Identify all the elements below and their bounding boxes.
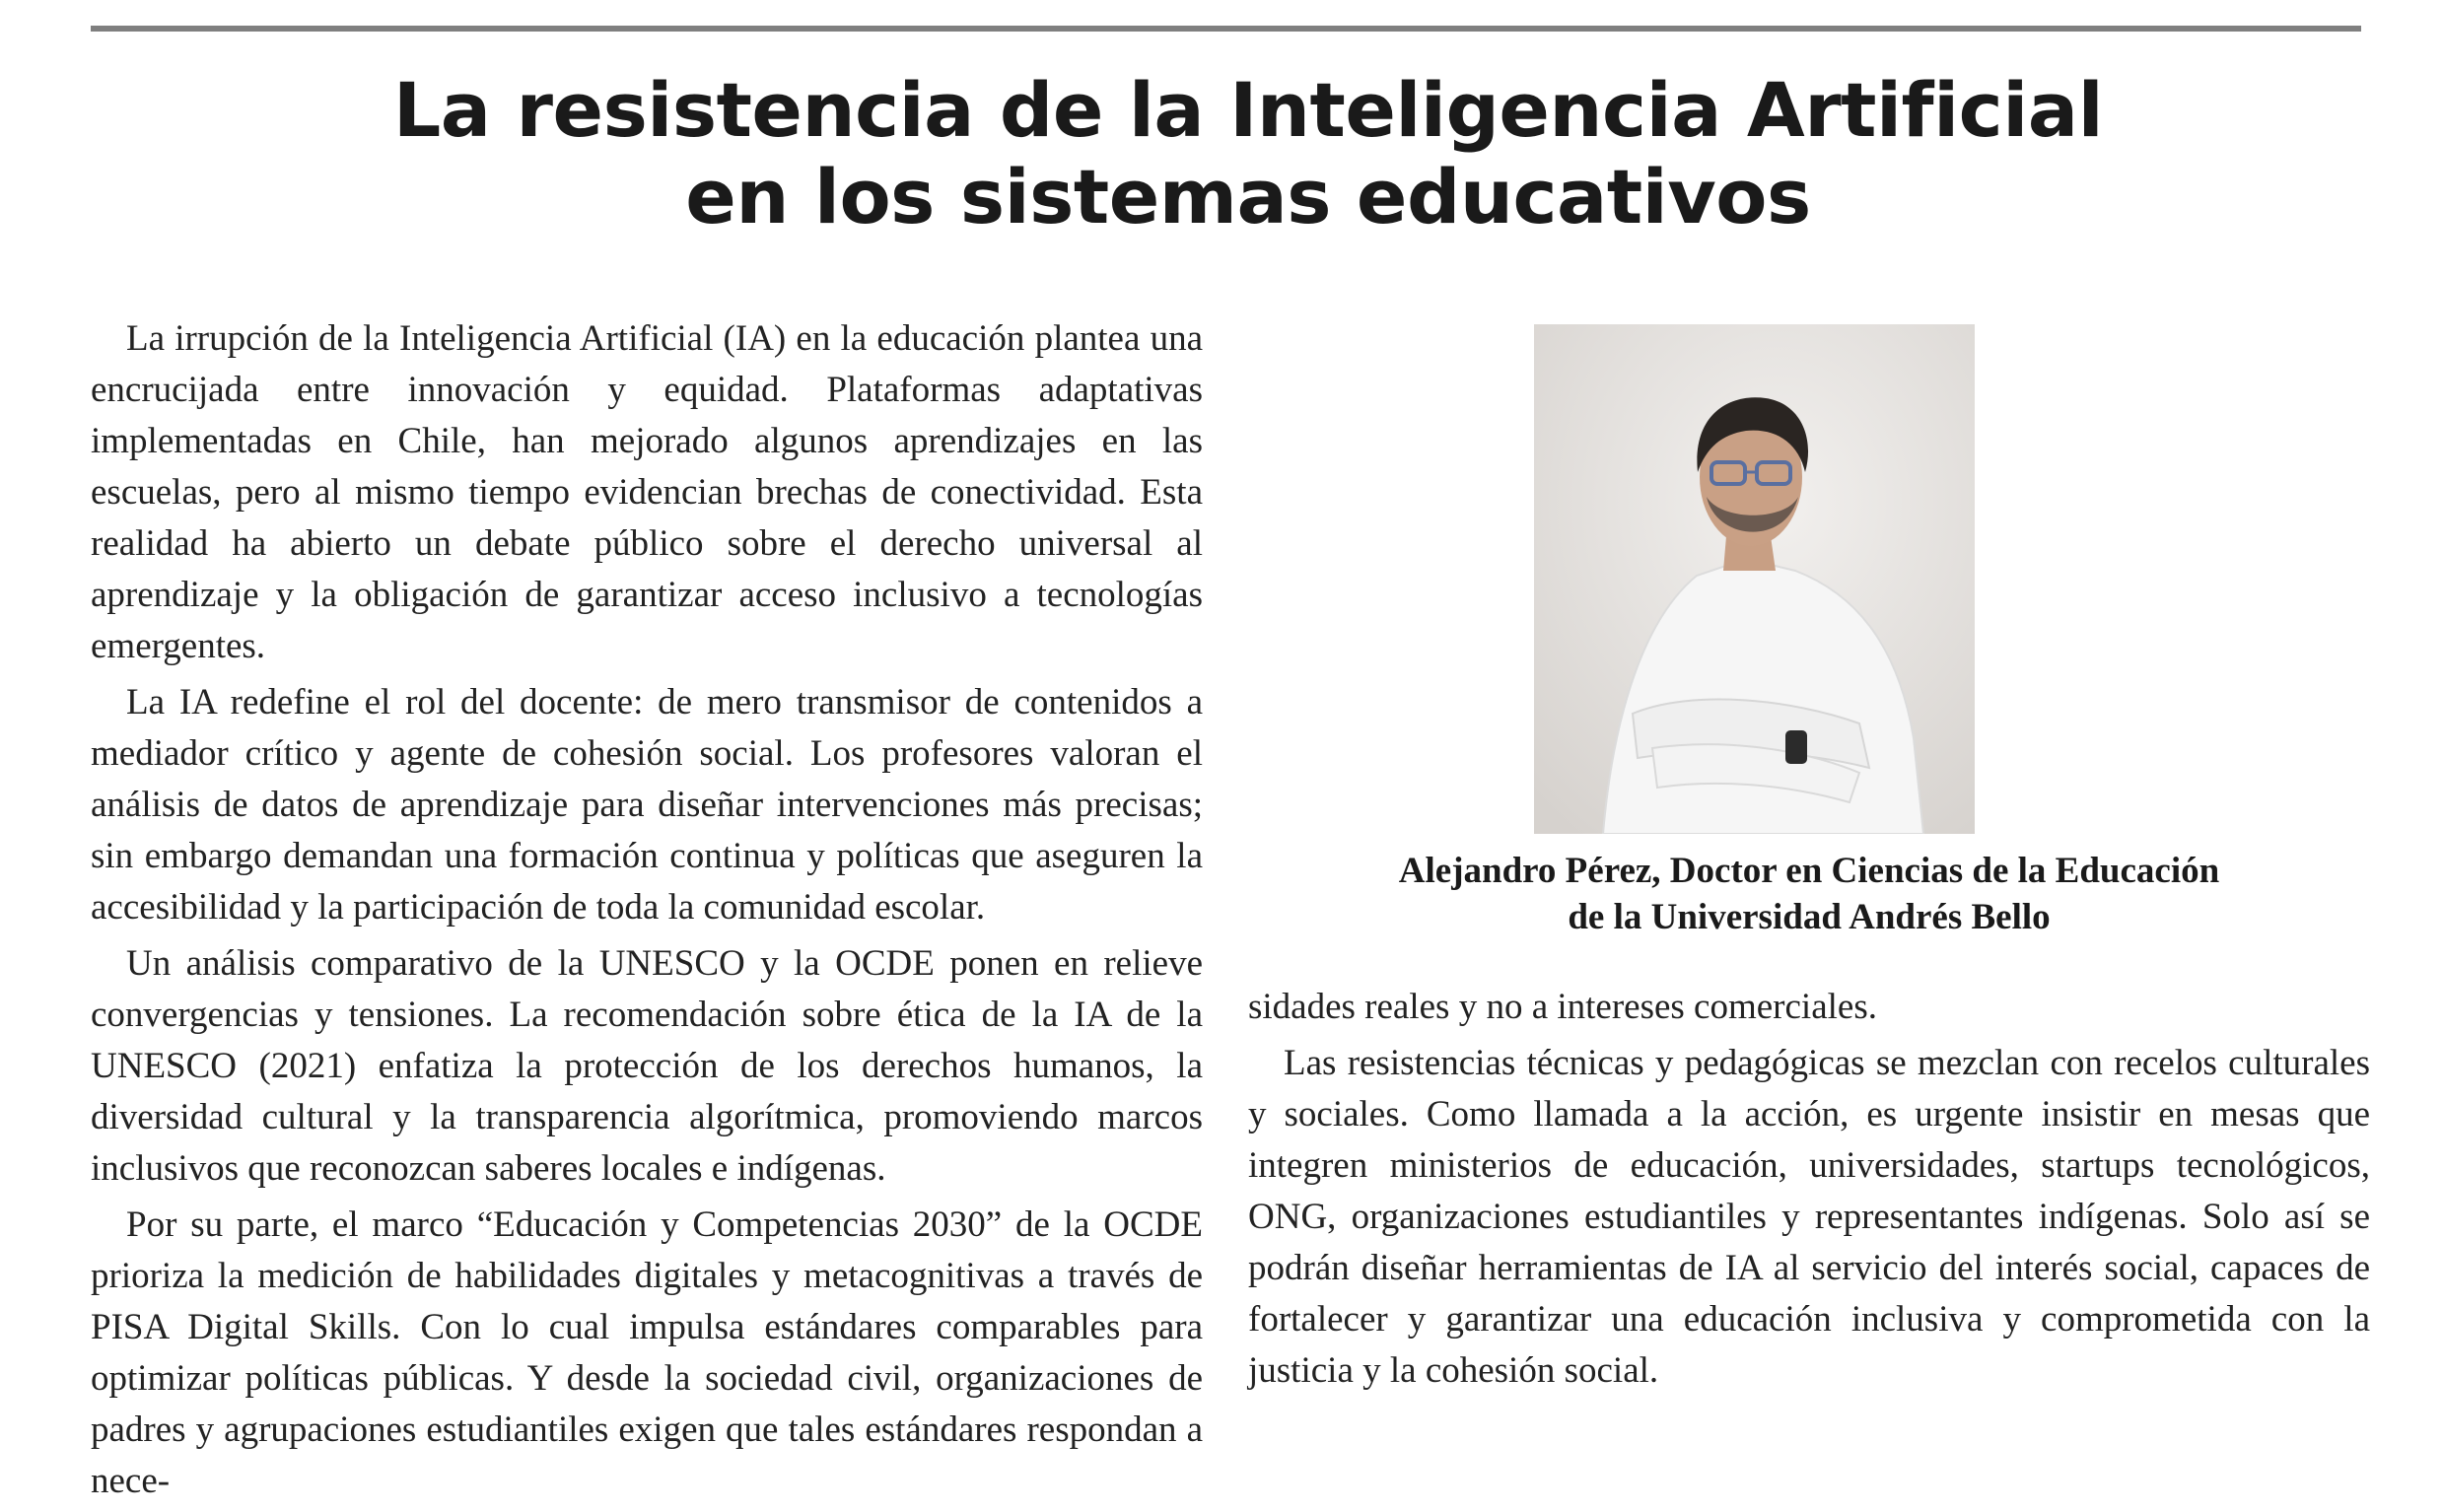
paragraph-2: La IA redefine el rol del docente: de mero transmisor de contenidos a mediador crítico y agente de cohesión social. Los profesores valoran el análisis de datos de aprendizaje para diseñar intervenciones más precisas; sin embargo demandan una formación continua y políticas que aseguren la accesibilidad y la participación de toda la comunidad escolar. bbox=[91, 682, 1203, 928]
paragraph-4: Por su parte, el marco “Educación y Competencias 2030” de la OCDE prioriza la medición de habilidades digitales y metacognitivas a través de PISA Digital Skills. Con lo cual impulsa estándares comparables para optimizar políticas públicas. Y desde la sociedad civil, organizaciones de padres y agrupaciones estudiantiles exigen que tales estándares respondan a nece- bbox=[91, 1204, 1203, 1501]
author-portrait-illustration bbox=[1534, 324, 1975, 834]
paragraph-4-continuation: sidades reales y no a intereses comerciales. bbox=[1248, 987, 1877, 1027]
title-line-2: en los sistemas educativos bbox=[685, 153, 1811, 241]
top-rule bbox=[91, 26, 2361, 32]
right-column bbox=[1248, 982, 2370, 1402]
author-photo bbox=[1534, 324, 1975, 834]
title-line-1: La resistencia de la Inteligencia Artificial bbox=[392, 66, 2104, 154]
caption-line-2: de la Universidad Andrés Bello bbox=[1568, 897, 2051, 937]
paragraph-3: Un análisis comparativo de la UNESCO y la OCDE ponen en relieve convergencias y tensiones. La recomendación sobre ética de la IA de la UNESCO (2021) enfatiza la protección de los derechos humanos, la diversidad cultural y la transparencia algorítmica, promoviendo marcos inclusivos que reconozcan saberes locales e indígenas. bbox=[91, 943, 1203, 1189]
caption-line-1: Alejandro Pérez, Doctor en Ciencias de la Educación bbox=[1398, 851, 2220, 891]
left-column bbox=[91, 313, 1203, 1512]
paragraph-5: Las resistencias técnicas y pedagógicas se mezclan con recelos culturales y sociales. Como llamada a la acción, es urgente insistir en mesas que integren ministerios de educación, universidades, startups tecnológicos, ONG, organizaciones estudiantiles y representantes indígenas. Solo así se podrán diseñar herramientas de IA al servicio del interés social, capaces de fortalecer y garantizar una educación inclusiva y comprometida con la justicia y la cohesión social. bbox=[1248, 1043, 2370, 1391]
article-title bbox=[0, 67, 2443, 241]
paragraph-1: La irrupción de la Inteligencia Artificial (IA) en la educación plantea una encrucijada entre innovación y equidad. Plataformas adaptativas implementadas en Chile, han mejorado algunos aprendizajes en las escuelas, pero al mismo tiempo evidencian brechas de conectividad. Esta realidad ha abierto un debate público sobre el derecho universal al aprendizaje y la obligación de garantizar acceso inclusivo a tecnologías emergentes. bbox=[91, 318, 1203, 666]
photo-caption bbox=[1248, 848, 2370, 940]
